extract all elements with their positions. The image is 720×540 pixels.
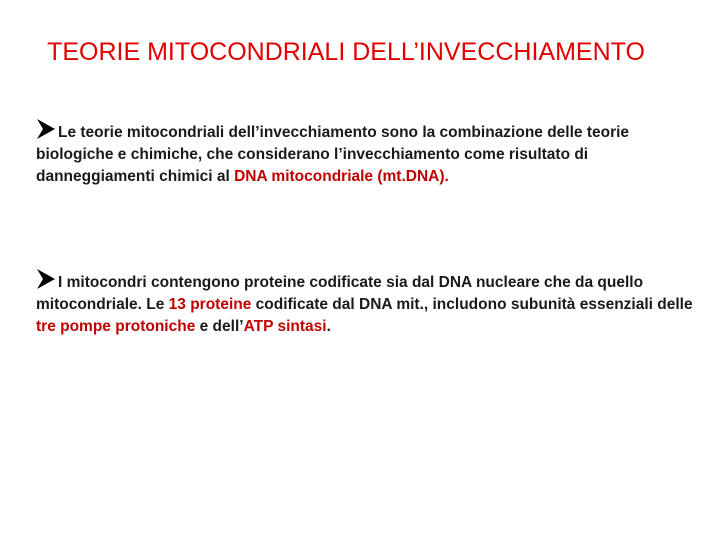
slide-title: TEORIE MITOCONDRIALI DELL’INVECCHIAMENTO	[47, 38, 645, 66]
arrow-bullet-icon	[36, 118, 56, 140]
bullet-2-text-d: .	[326, 318, 331, 335]
bullet-item-1	[36, 118, 696, 188]
bullet-2-highlight-atp: ATP sintasi	[243, 318, 327, 335]
bullet-2-text-b: codificate dal DNA mit., includono subunità essenziali delle	[251, 296, 693, 313]
bullet-2-highlight-proteins: 13 proteine	[168, 296, 252, 313]
bullet-2-text-a: I mitocondri contengono proteine codificate sia dal DNA nucleare che da quello mitocondriale. Le	[36, 274, 644, 313]
bullet-2-text-c: e dell’	[195, 318, 244, 335]
bullet-1-highlight-mtdna: DNA mitocondriale (mt.DNA).	[234, 168, 449, 185]
bullet-1-text: Le teorie mitocondriali dell’invecchiamento sono la combinazione delle teorie biologiche e chimiche, che considerano l’invecchiamento come risultato di danneggiamenti chimici al	[36, 124, 630, 185]
bullet-item-2	[36, 268, 696, 338]
bullet-2-highlight-pumps: tre pompe protoniche	[36, 318, 196, 335]
arrow-bullet-icon	[36, 268, 56, 290]
